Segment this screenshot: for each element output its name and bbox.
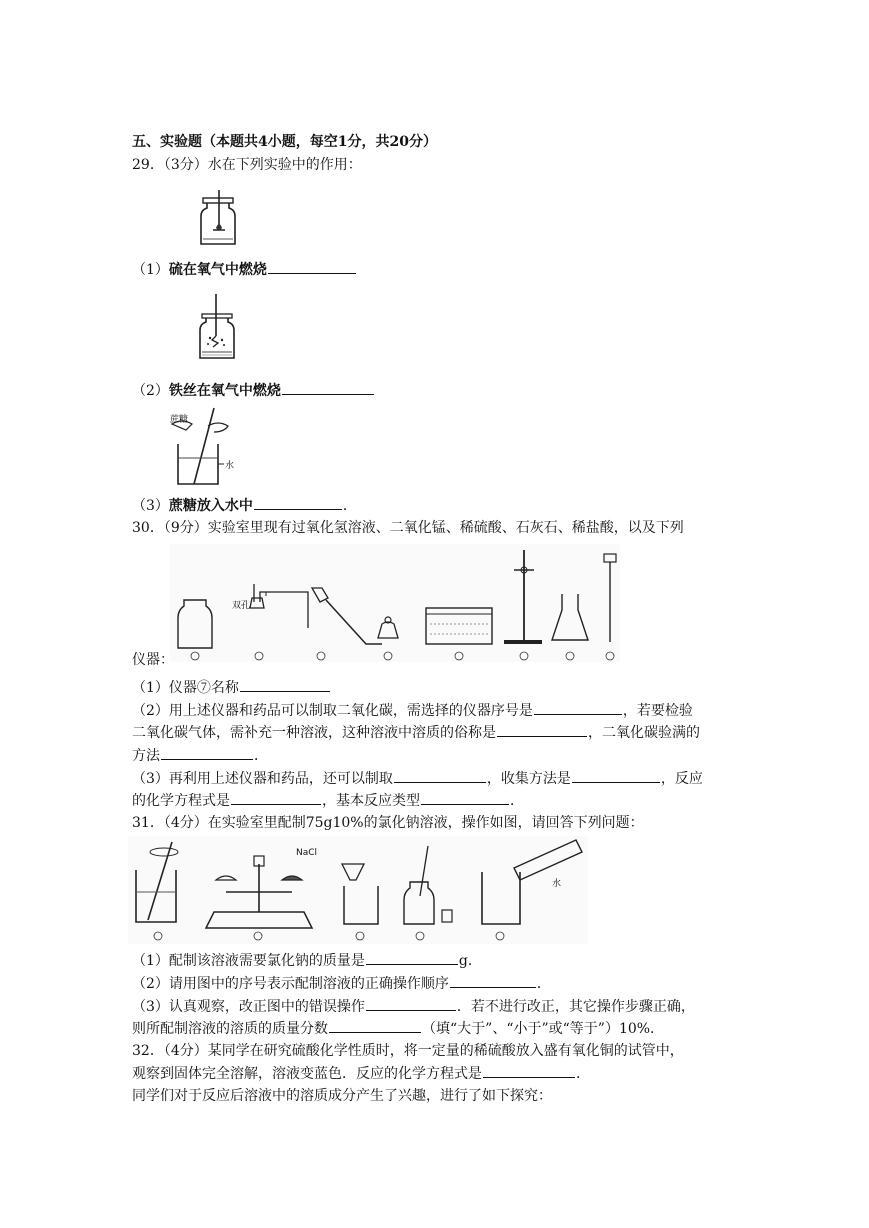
answer-blank-30-3[interactable] — [497, 722, 587, 737]
q30-part-2-line2: 二氧化碳气体，需补充一种溶液，这种溶液中溶质的俗称是 ，二氧化碳验满的 — [132, 722, 700, 743]
q31-operations-figure — [128, 836, 588, 944]
answer-blank-30-8[interactable] — [421, 790, 509, 805]
water-label: 水 — [225, 461, 235, 471]
answer-blank-30-6[interactable] — [572, 768, 660, 783]
answer-blank-29-2[interactable] — [282, 380, 374, 395]
q30-part-2-line1: （2）用上述仪器和药品可以制取二氧化碳，需选择的仪器序号是 ，若要检验 — [132, 700, 693, 721]
double-hole-label: 双孔 — [232, 601, 251, 611]
q29-item-2: （2）铁丝在氧气中燃烧 — [132, 380, 375, 401]
q29-figure-sulfur-jar — [196, 188, 242, 250]
answer-blank-30-7[interactable] — [231, 790, 321, 805]
answer-blank-31-4[interactable] — [329, 1018, 421, 1033]
answer-blank-30-5[interactable] — [394, 768, 486, 783]
q30-part-2-line3: 方法 ． — [132, 745, 268, 766]
answer-blank-30-2[interactable] — [534, 700, 622, 715]
q32-line-3: 同学们对于反应后溶液中的溶质成分产生了兴趣，进行了如下探究： — [132, 1088, 552, 1104]
q30-part-1: （1）仪器⑦名称 — [132, 677, 331, 698]
answer-blank-29-3[interactable] — [254, 495, 342, 510]
answer-blank-31-3[interactable] — [366, 996, 456, 1011]
q32-stem: 32．（4分）某同学在研究硫酸化学性质时，将一定量的稀硫酸放入盛有氧化铜的试管中， — [132, 1043, 684, 1059]
q29-figure-iron-jar — [194, 292, 240, 364]
q30-stem: 30．（9分）实验室里现有过氧化氢溶液、二氧化锰、稀硫酸、石灰石、稀盐酸，以及下列 — [132, 520, 684, 536]
q30-apparatus-figure — [170, 544, 620, 662]
q31-part-2: （2）请用图中的序号表示配制溶液的正确操作顺序 ． — [132, 973, 551, 994]
q30-stem-end: 仪器： — [132, 652, 174, 668]
answer-blank-29-1[interactable] — [268, 259, 356, 274]
water-label: 水 — [552, 879, 562, 889]
q30-part-3-line1: （3）再利用上述仪器和药品，还可以制取 ，收集方法是 ，反应 — [132, 768, 703, 789]
q29-figure-sugar-beaker — [168, 404, 240, 488]
answer-blank-32-1[interactable] — [483, 1063, 575, 1078]
q31-stem: 31．（4分）在实验室里配制75g10%的氯化钠溶液，操作如图，请回答下列问题： — [132, 815, 644, 831]
q29-item-1: （1）硫在氧气中燃烧 — [132, 259, 357, 280]
answer-blank-30-1[interactable] — [240, 677, 330, 692]
q31-part-1: （1）配制该溶液需要氯化钠的质量是 g． — [132, 950, 482, 971]
answer-blank-31-1[interactable] — [366, 950, 458, 965]
nacl-label: NaCl — [296, 848, 318, 858]
sugar-label: 蔗糖 — [170, 415, 189, 425]
q29-item-3: （3）蔗糖放入水中 ． — [132, 495, 357, 516]
answer-blank-31-2[interactable] — [450, 973, 536, 988]
q31-part-3-line1: （3）认真观察，改正图中的错误操作 ．若不进行改正，其它操作步骤正确， — [132, 996, 695, 1017]
q29-stem: 29．（3分）水在下列实验中的作用： — [132, 157, 362, 173]
q31-part-3-line2: 则所配制溶液的溶质的质量分数 （填“大于”、“小于”或“等于”）10%． — [132, 1018, 664, 1039]
section-title: 五、实验题（本题共4小题，每空1分，共20分） — [132, 134, 437, 150]
q32-line-2: 观察到固体完全溶解，溶液变蓝色．反应的化学方程式是 ． — [132, 1063, 590, 1084]
q30-part-3-line2: 的化学方程式是 ，基本反应类型 ． — [132, 790, 524, 811]
answer-blank-30-4[interactable] — [161, 745, 253, 760]
